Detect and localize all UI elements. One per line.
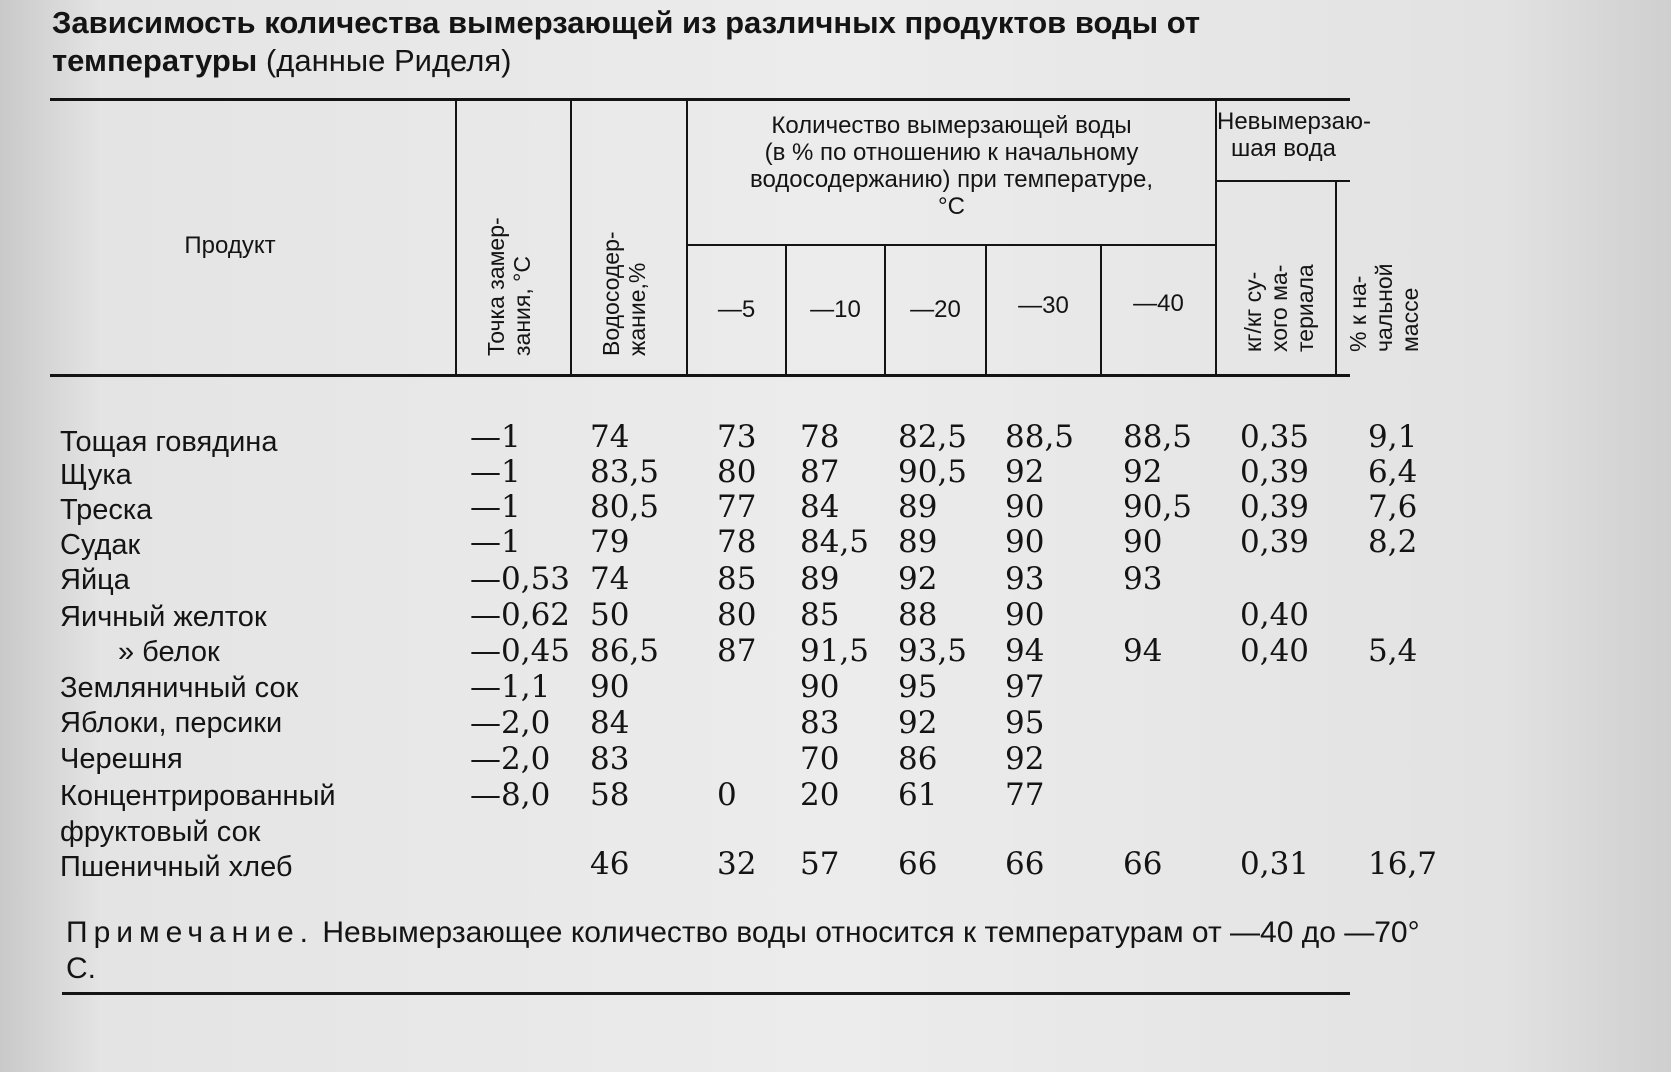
cell-frozen-t30: 94 [1005, 633, 1045, 669]
cell-frozen-t20: 89 [898, 524, 938, 560]
cell-water-content: 74 [590, 561, 630, 597]
cell-frozen-t40: 94 [1123, 633, 1163, 669]
cell-frozen-t10: 70 [800, 741, 840, 777]
cell-freeze-point: —0,45 [470, 633, 571, 669]
cell-frozen-t30: 88,5 [1005, 419, 1075, 455]
cell-product: Треска [60, 494, 153, 526]
cell-frozen-t30: 95 [1005, 705, 1045, 741]
cell-frozen-t20: 92 [898, 705, 938, 741]
cell-freeze-point: —0,62 [470, 597, 571, 633]
header-frozen-group: Количество вымерзающей воды (в % по отношению к начальному водосодержанию) при температуре, °С [749, 112, 1154, 220]
cell-frozen-t30: 97 [1005, 669, 1045, 705]
cell-frozen-t10: 89 [800, 561, 840, 597]
header-temp-20: —20 [910, 296, 961, 323]
cell-frozen-t10: 83 [800, 705, 840, 741]
cell-frozen-t20: 90,5 [898, 454, 968, 490]
cell-water-content: 50 [590, 597, 630, 633]
divider-water-content [570, 100, 572, 374]
cell-frozen-t20: 86 [898, 741, 938, 777]
cell-frozen-t20: 66 [898, 846, 938, 882]
cell-frozen-t30: 90 [1005, 597, 1045, 633]
cell-frozen-t5: 32 [717, 846, 757, 882]
cell-frozen-t30: 77 [1005, 777, 1045, 813]
cell-frozen-t40: 90 [1123, 524, 1163, 560]
cell-unfrozen-pct: 5,4 [1368, 633, 1418, 669]
cell-frozen-t20: 61 [898, 777, 938, 813]
cell-product: Яйца [60, 564, 130, 596]
cell-frozen-t20: 89 [898, 489, 938, 525]
cell-product: Земляничный сок [60, 672, 299, 704]
cell-unfrozen-kg: 0,40 [1240, 597, 1310, 633]
header-unfrozen-kg: кг/кг су- хого ма- териала [1240, 264, 1318, 352]
cell-frozen-t30: 93 [1005, 561, 1045, 597]
cell-freeze-point: —1,1 [470, 669, 551, 705]
cell-frozen-t10: 84,5 [800, 524, 870, 560]
cell-frozen-t30: 92 [1005, 454, 1045, 490]
cell-product: фруктовый сок [60, 816, 261, 848]
cell-water-content: 79 [590, 524, 630, 560]
title-source: (данные Риделя) [265, 43, 512, 78]
header-temp-5: —5 [717, 296, 756, 323]
cell-frozen-t40: 92 [1123, 454, 1163, 490]
cell-frozen-t40: 66 [1123, 846, 1163, 882]
cell-frozen-t20: 95 [898, 669, 938, 705]
frozen-subheader-rule [688, 244, 1215, 246]
cell-water-content: 58 [590, 777, 630, 813]
cell-frozen-t30: 66 [1005, 846, 1045, 882]
cell-water-content: 86,5 [590, 633, 660, 669]
cell-frozen-t5: 77 [717, 489, 757, 525]
header-temp-10: —10 [810, 296, 861, 323]
cell-product: Яблоки, персики [60, 707, 283, 739]
divider-unfrozen-pct [1335, 182, 1337, 374]
cell-frozen-t10: 85 [800, 597, 840, 633]
cell-freeze-point: —2,0 [470, 741, 551, 777]
cell-unfrozen-pct: 6,4 [1368, 454, 1418, 490]
cell-freeze-point: —1 [470, 524, 521, 560]
header-bottom-rule [50, 374, 1350, 377]
table-title [52, 4, 1352, 80]
cell-frozen-t10: 57 [800, 846, 840, 882]
cell-frozen-t40: 93 [1123, 561, 1163, 597]
cell-unfrozen-kg: 0,39 [1240, 454, 1310, 490]
cell-frozen-t5: 0 [717, 777, 737, 813]
header-unfrozen-group: Невымерзаю- шая вода [1217, 108, 1371, 162]
header-freeze-point: Точка замер- зания, °С [483, 217, 535, 356]
cell-water-content: 80,5 [590, 489, 660, 525]
unfrozen-subheader-rule [1215, 180, 1350, 182]
cell-water-content: 83,5 [590, 454, 660, 490]
cell-frozen-t5: 80 [717, 454, 757, 490]
cell-unfrozen-pct: 9,1 [1368, 419, 1418, 455]
cell-frozen-t30: 92 [1005, 741, 1045, 777]
cell-frozen-t5: 87 [717, 633, 757, 669]
cell-unfrozen-pct: 16,7 [1368, 846, 1438, 882]
note-text: Невымерзающее количество воды относится к температурам от —40 до —70° С. [66, 916, 1420, 985]
bottom-rule [62, 992, 1350, 995]
header-product: Продукт [184, 232, 276, 259]
cell-freeze-point: —2,0 [470, 705, 551, 741]
cell-frozen-t10: 91,5 [800, 633, 870, 669]
cell-frozen-t5: 73 [717, 419, 757, 455]
cell-frozen-t5: 78 [717, 524, 757, 560]
cell-frozen-t40: 90,5 [1123, 489, 1193, 525]
cell-freeze-point: —1 [470, 489, 521, 525]
cell-unfrozen-pct: 8,2 [1368, 524, 1418, 560]
top-rule [50, 98, 1350, 101]
cell-frozen-t30: 90 [1005, 524, 1045, 560]
cell-frozen-t10: 87 [800, 454, 840, 490]
cell-unfrozen-kg: 0,31 [1240, 846, 1310, 882]
cell-frozen-t10: 90 [800, 669, 840, 705]
table-note [66, 915, 1426, 987]
cell-water-content: 74 [590, 419, 630, 455]
header-temp-30: —30 [1018, 292, 1069, 319]
cell-frozen-t20: 92 [898, 561, 938, 597]
cell-frozen-t20: 93,5 [898, 633, 968, 669]
cell-unfrozen-pct: 7,6 [1368, 489, 1418, 525]
cell-product: Яичный желток [60, 601, 267, 633]
divider-freeze-point [455, 100, 457, 374]
cell-product: Концентрированный [60, 780, 336, 812]
header-unfrozen-pct: % к на- чальной массе [1345, 263, 1423, 352]
cell-frozen-t5: 85 [717, 561, 757, 597]
cell-water-content: 84 [590, 705, 630, 741]
cell-unfrozen-kg: 0,40 [1240, 633, 1310, 669]
cell-unfrozen-kg: 0,39 [1240, 489, 1310, 525]
header-temp-40: —40 [1133, 290, 1184, 317]
cell-freeze-point: —8,0 [470, 777, 551, 813]
cell-frozen-t10: 84 [800, 489, 840, 525]
cell-product: Щука [60, 459, 132, 491]
cell-frozen-t10: 20 [800, 777, 840, 813]
cell-frozen-t40: 88,5 [1123, 419, 1193, 455]
cell-product: Пшеничный хлеб [60, 851, 293, 883]
cell-product: Черешня [60, 743, 183, 775]
cell-freeze-point: —0,53 [470, 561, 571, 597]
cell-product: Тощая говядина [60, 426, 278, 458]
note-label: Примечание. [66, 916, 314, 949]
cell-frozen-t20: 88 [898, 597, 938, 633]
title-bold: Зависимость количества вымерзающей из различных продуктов воды от температуры [52, 5, 1201, 78]
cell-frozen-t5: 80 [717, 597, 757, 633]
cell-product: Судак [60, 529, 141, 561]
cell-unfrozen-kg: 0,35 [1240, 419, 1310, 455]
cell-unfrozen-kg: 0,39 [1240, 524, 1310, 560]
cell-freeze-point: —1 [470, 454, 521, 490]
cell-product: » белок [118, 636, 220, 668]
cell-frozen-t30: 90 [1005, 489, 1045, 525]
cell-water-content: 46 [590, 846, 630, 882]
cell-water-content: 83 [590, 741, 630, 777]
header-water-content: Водосодер- жание,% [598, 231, 650, 356]
cell-frozen-t20: 82,5 [898, 419, 968, 455]
cell-freeze-point: —1 [470, 419, 521, 455]
cell-water-content: 90 [590, 669, 630, 705]
cell-frozen-t10: 78 [800, 419, 840, 455]
